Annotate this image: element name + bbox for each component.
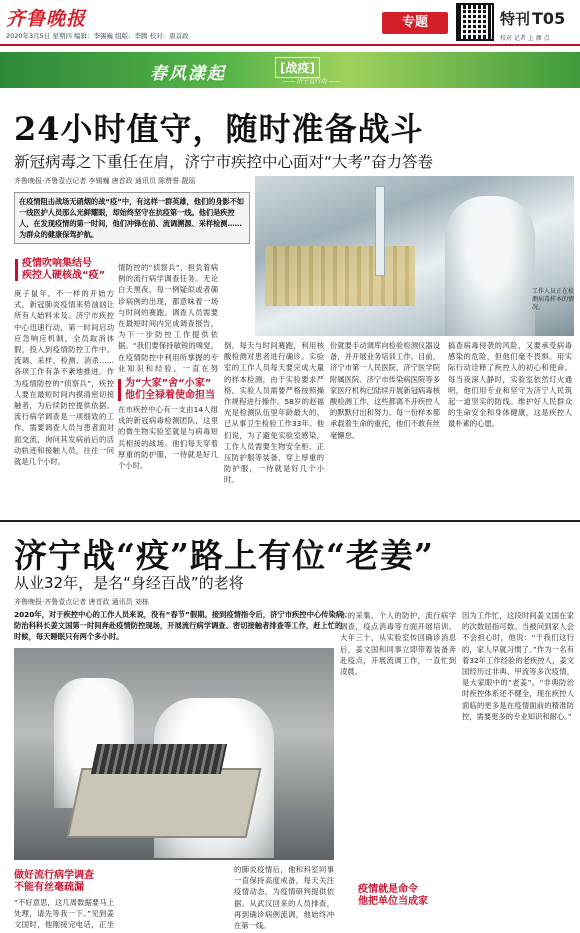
banner-tag: [战疫] xyxy=(275,57,320,78)
pipette xyxy=(375,186,385,276)
story1-subhead1: 疫情吹响集结号 疾控人硬核战“疫” xyxy=(22,258,112,282)
story2-headline: 济宁战“疫”路上有位“老姜” xyxy=(14,536,434,575)
sample-rack xyxy=(265,246,415,306)
section-badge: 专题 xyxy=(382,12,448,34)
story2-subhead: 做好流行病学调查 不能有丝毫疏漏 xyxy=(14,870,94,893)
sample-tray xyxy=(91,744,227,774)
story2-column3: 本的采集、个人的防护，流行病学调查，疫点消毒等方面开展培训。大年三十，从实验室传回确诊消息后，姜文国和同事立即带着装备奔赴疫点，开展流调工作，一直忙到凌晨。 xyxy=(340,611,456,677)
masthead xyxy=(0,0,580,46)
page-label xyxy=(500,8,565,29)
editors-line: 校对 记者 上 颜 点 xyxy=(500,35,550,42)
story1-byline: 齐鲁晚报·齐鲁壹点记者 李锡巍 唐首政 通讯员 陈赞誉 靓瑶 xyxy=(14,177,196,185)
story1-column5: 搞查病毒侵袭的风险，又要承受病毒感染的危险，但他们毫不畏惧。用实际行动诠释了疾控人的初心和使命。每当夜深人静时，实验室依然灯火通明，他们用专业和坚守为济宁人民筑起一道坚实的防线。维护好人民群众的生命安全和身体健康，这是疾控人最朴素的心愿。 xyxy=(448,341,572,429)
story2-subheadline: 从业32年，是名“身经百战”的老将 xyxy=(14,574,244,592)
story1-column1: 庚子鼠年，不一样的开始方式，新冠肺炎疫情来势汹汹让所有人始料未及。济宁市疾控中心迅速行动，第一时间启动应急响应机制，全员取消休假，投入到疫情防控工作中。流调、采样、检测、消杀……各项工作有条不紊地推进。作为疫情防控的“侦察兵”，疾控人要在最短时间内摸清密切接触者，为后续防控提供依据。流行病学调查是一项细致的工作，需要调查人员与患者面对面交流，询问其发病前后的活动轨迹和接触人员，往往一问就是几个小时。 xyxy=(14,289,114,467)
banner-title: 春风漾起 xyxy=(150,64,226,84)
story2-column1: “不好意思，这几周数据要马上处理，请先等我一下。”见到姜文国时，他刚接完电话，正坐 xyxy=(14,898,114,930)
section-name: 特刊 xyxy=(500,10,531,28)
story1-lead: 在疫情阻击战场无硝烟的战“疫”中，有这样一群英雄，他们的身影不如一线医护人员那么光鲜耀眼，却始终坚守在抗疫第一线。他们是疾控人，在发现疫情的第一时间，他们冲锋在前、流调溯源、采样检测……为群众的健康保驾护航。 xyxy=(14,192,250,244)
story1-column4: 份就要手动调库向检验检测仪器设备，并开展业务培训工作。目前，济宁市第一人民医院、济宁医学院附属医院、济宁市传染病医院等多家医疗机构已陆续开展新冠病毒核酸检测工作，这些都离不开疾控人的默默付出和努力。每一份样本都承载着生命的重托，他们不敢有丝毫懈怠。 xyxy=(330,341,440,440)
page-number: T05 xyxy=(532,9,566,28)
newspaper-logo: 齐鲁晚报 xyxy=(6,8,87,30)
story1-column2b: 在市疾控中心有一支由14人组成的新冠病毒检测团队，这里的微生物实验室就是与病毒短兵相接的战场。他们每天穿着厚重的防护服，一待就是好几个小时。 xyxy=(118,405,218,471)
qr-code-icon xyxy=(456,3,494,41)
story1-headline: 24小时值守，随时准备战斗 xyxy=(14,110,424,148)
equipment-case xyxy=(67,768,262,838)
lab-worker xyxy=(445,196,535,336)
section-divider xyxy=(0,520,580,522)
photo1-caption: 工作人员正在检测病毒样本的情况。 xyxy=(532,288,575,311)
banner-subtitle: —— 济宁直行动 —— xyxy=(283,78,341,85)
story2-column4: 因为工作忙，这段时间姜文国在家的次数屈指可数。当被问到家人会不会担心时，他说：“干我们这行的，家人早就习惯了。”作为一名有着32年工作经验的老疾控人，姜文国经历过非典、甲流等多次疫情，是大家眼中的“老姜”。“非典防治时疾控体系还不健全，现在疾控人面临的更多是在疫情面前的精准防控，需要更多的专业知识和耐心。” xyxy=(462,611,574,721)
story1-subhead2: 为“大家”舍“小家” 他们全禄着使命担当 xyxy=(125,378,220,402)
story2-byline: 齐鲁晚报·齐鲁壹点记者 唐首政 通讯员 刘栋 xyxy=(14,598,149,606)
dateline: 2020年3月5日 星期四 编辑：李锡巍 组版：李腾 校对：唐首政 xyxy=(6,32,189,40)
story2-subhead3: 疫情就是命令 他把单位当成家 xyxy=(358,884,428,907)
story1-column2: 情防控的“侦察兵”，担负着病例的流行病学调查任务。无论白天黑夜，每一例疑似或者确诊病例的出现，都意味着一场与时间的赛跑。调查人员需要在最短时间内完成调查报告，为下一步防控工作提供依据。“我们要保持敏锐的嗅觉，在疫情防控中利用所掌握的专业知识和经验，一直在努 xyxy=(118,263,218,373)
story2-column2: 的肺炎疫情后，他和科室同事一直保持高度戒备，每天关注疫情动态，为疫情研判提供依据。从武汉回来的人员排查，再到确诊病例流调，他始终冲在第一线。 xyxy=(234,865,334,931)
story1-subheadline: 新冠病毒之下重任在肩，济宁市疾控中心面对“大考”奋力答卷 xyxy=(14,153,434,171)
doctor-photo xyxy=(14,648,334,860)
section-banner xyxy=(0,52,580,88)
lab-photo xyxy=(255,176,574,336)
story1-column3: 倒，每天与时间赛跑，利用核酸检测对患者进行确诊。实验室的工作人员每天要完成大量的样本检测，由于实验要求严格，实验人员需要严格按照操作规程进行操作。58岁的赵福光是检测队伍里年龄最大的，已从事卫生检验工作33年。他们说，为了避免实验室感染，工作人员需要生物安全柜、正压防护服等装备，穿上厚重的防护服，一待就是好几个小时。 xyxy=(224,341,324,485)
story2-lead: 2020年，对于疾控中心的工作人员来说，没有“春节”假期。接到疫情指令后，济宁市疾控中心传染病防治科科长姜文国第一时间奔赴疫情防控现场，开展流行病学调查、密切接触者排查等工作，赶上忙的时候，每天睡眠只有两个多小时。 xyxy=(14,610,344,642)
